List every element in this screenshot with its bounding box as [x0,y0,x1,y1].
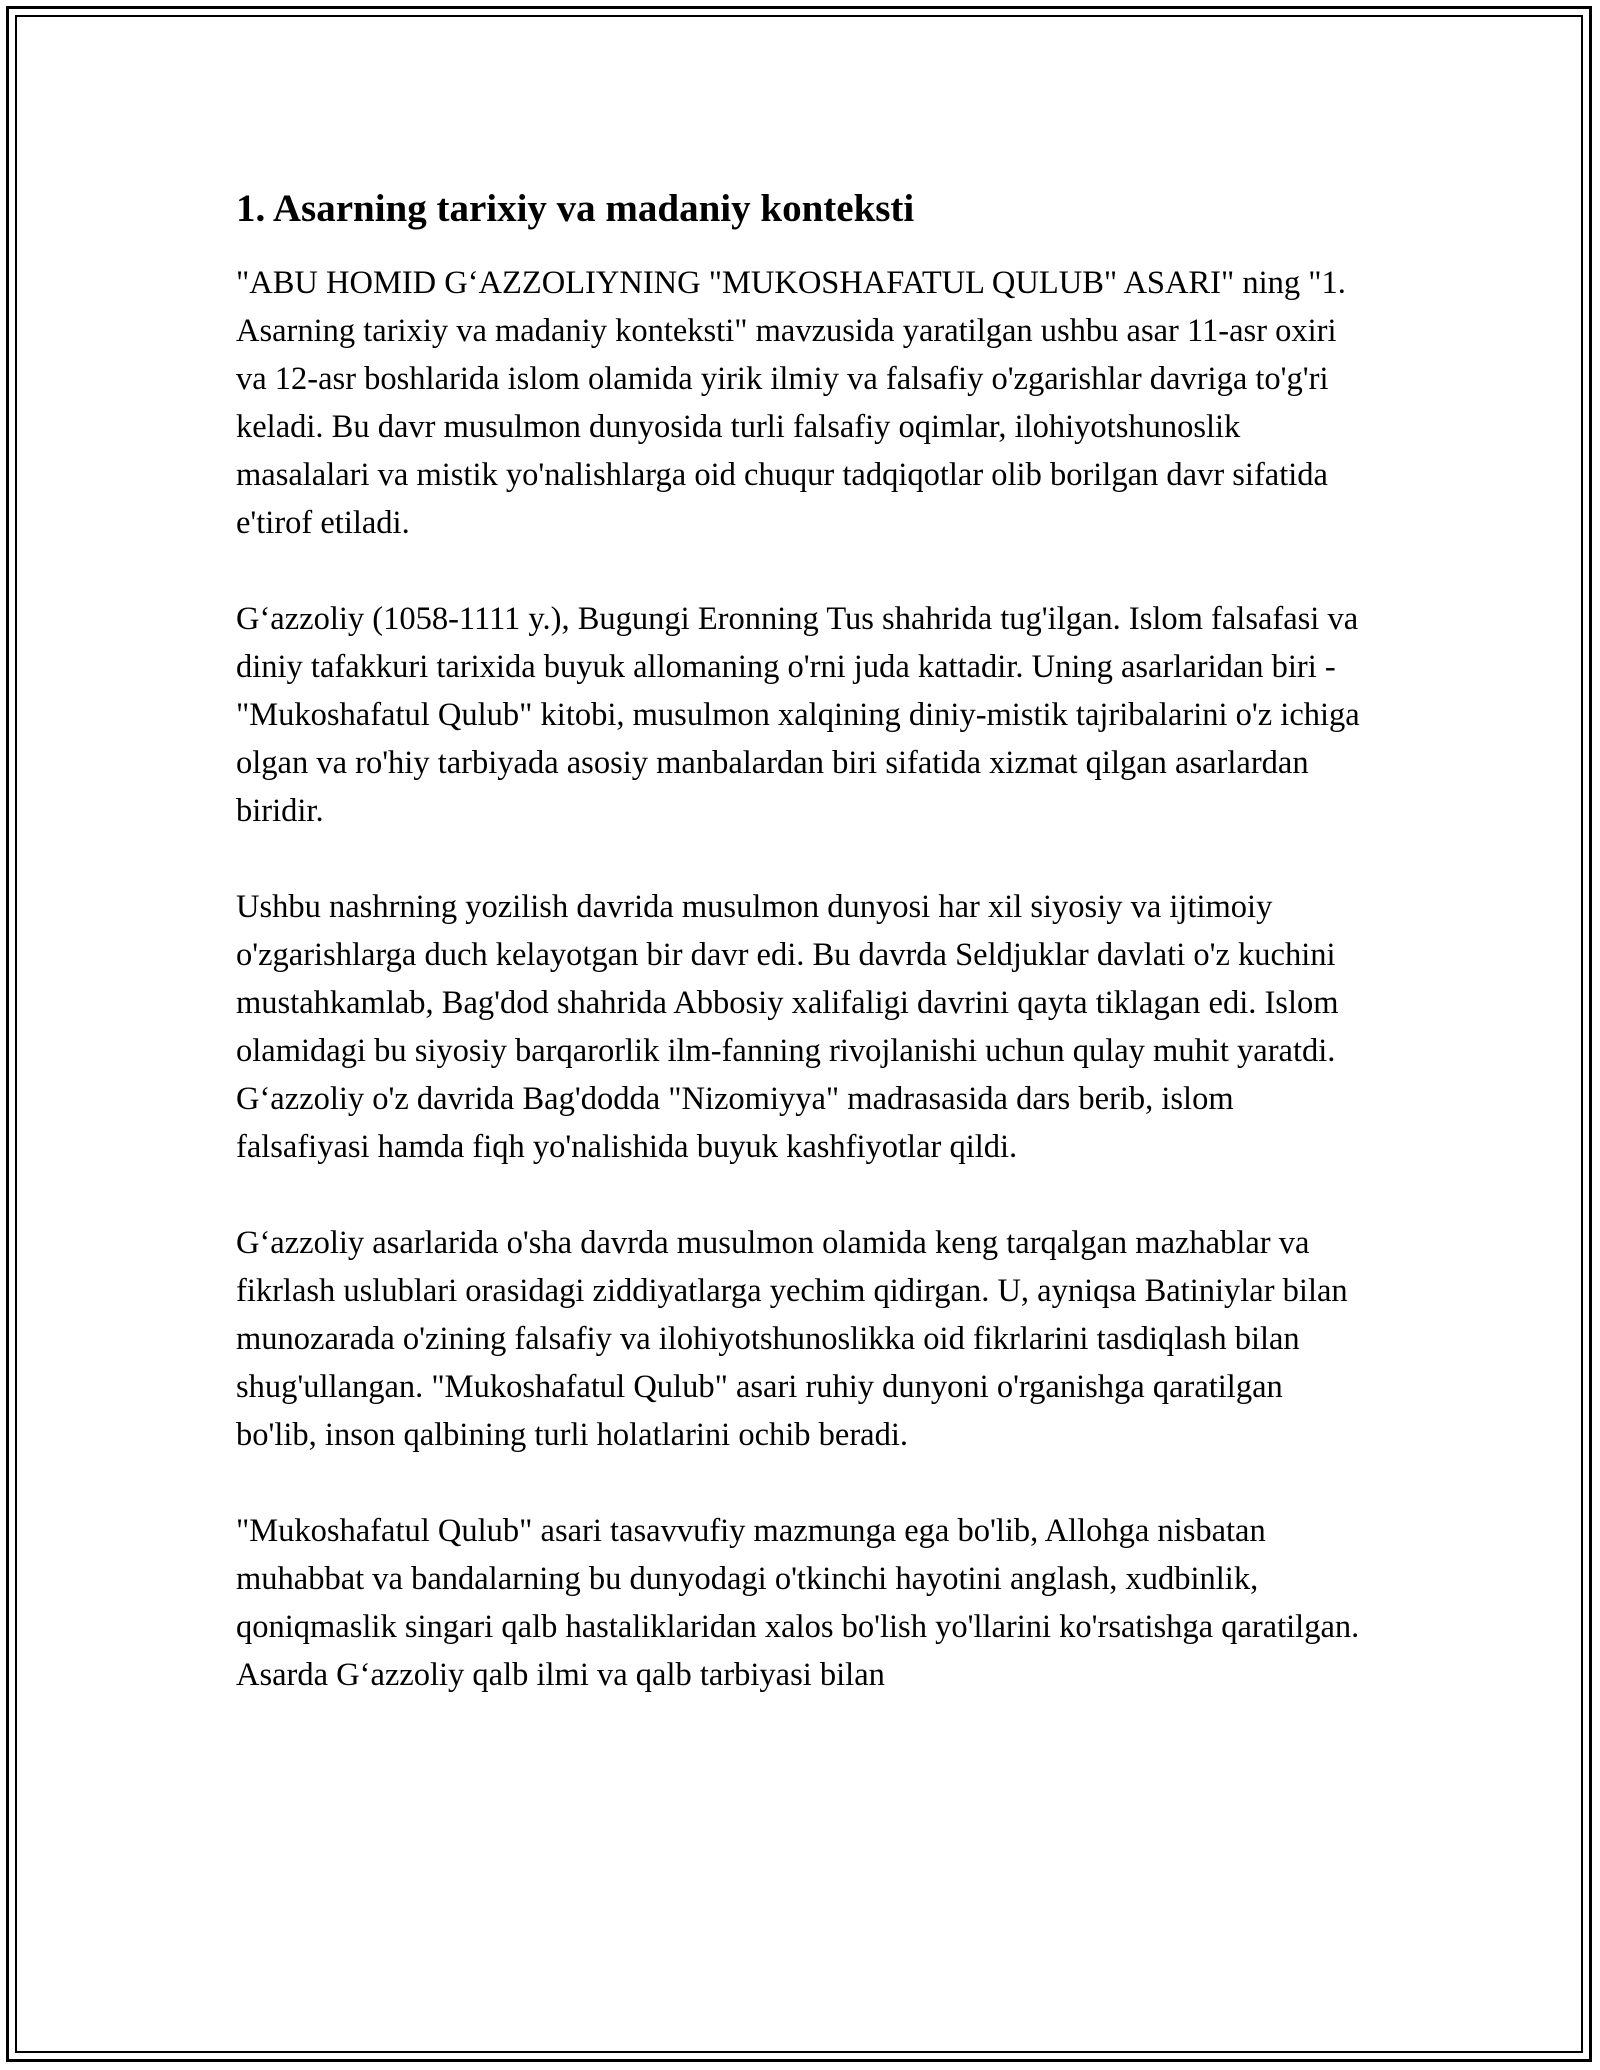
section-heading: 1. Asarning tarixiy va madaniy konteksti [236,187,915,230]
paragraph-5: "Mukoshafatul Qulub" asari tasavvufiy mazmunga ega bo'lib, Allohga nisbatan muhabbat va bandalarning bu dunyodagi o'tkinchi hayotini anglash, xudbinlik, qoniqmaslik singari qalb hastaliklaridan xalos bo'lish yo'llarini ko'rsatishga qaratilgan. Asarda G‘azzoliy qalb ilmi va qalb tarbiyasi bilan [236,1512,1360,1693]
document-body [236,184,1370,1747]
paragraph-4: G‘azzoliy asarlarida o'sha davrda musulmon olamida keng tarqalgan mazhablar va fikrlash uslublari orasidagi ziddiyatlarga yechim qidirgan. U, ayniqsa Batiniylar bilan munozarada o'zining falsafiy va ilohiyotshunoslikka oid fikrlarini tasdiqlash bilan shug'ullangan. "Mukoshafatul Qulub" asari ruhiy dunyoni o'rganishga qaratilgan bo'lib, inson qalbining turli holatlarini ochib beradi. [236,1224,1348,1453]
paragraph-1: "ABU HOMID G‘AZZOLIYNING "MUKOSHAFATUL QULUB" ASARI" ning "1. Asarning tarixiy va madaniy konteksti" mavzusida yaratilgan ushbu asar 11-asr oxiri va 12-asr boshlarida islom olamida yirik ilmiy va falsafiy o'zgarishlar davriga to'g'ri keladi. Bu davr musulmon dunyosida turli falsafiy oqimlar, ilohiyotshunoslik masalalari va mistik yo'nalishlarga oid chuqur tadqiqotlar olib borilgan davr sifatida e'tirof etiladi. [236,264,1346,541]
paragraph-2: G‘azzoliy (1058-1111 y.), Bugungi Eronning Tus shahrida tug'ilgan. Islom falsafasi va diniy tafakkuri tarixida buyuk allomaning o'rni juda kattadir. Uning asarlaridan biri - "Mukoshafatul Qulub" kitobi, musulmon xalqining diniy-mistik tajribalarini o'z ichiga olgan va ro'hiy tarbiyada asosiy manbalardan biri sifatida xizmat qilgan asarlardan biridir. [236,600,1360,829]
paragraph-3: Ushbu nashrning yozilish davrida musulmon dunyosi har xil siyosiy va ijtimoiy o'zgarishlarga duch kelayotgan bir davr edi. Bu davrda Seldjuklar davlati o'z kuchini mustahkamlab, Bag'dod shahrida Abbosiy xalifaligi davrini qayta tiklagan edi. Islom olamidagi bu siyosiy barqarorlik ilm-fanning rivojlanishi uchun qulay muhit yaratdi. G‘azzoliy o'z davrida Bag'dodda "Nizomiyya" madrasasida dars berib, islom falsafiyasi hamda fiqh yo'nalishida buyuk kashfiyotlar qildi. [236,888,1339,1165]
